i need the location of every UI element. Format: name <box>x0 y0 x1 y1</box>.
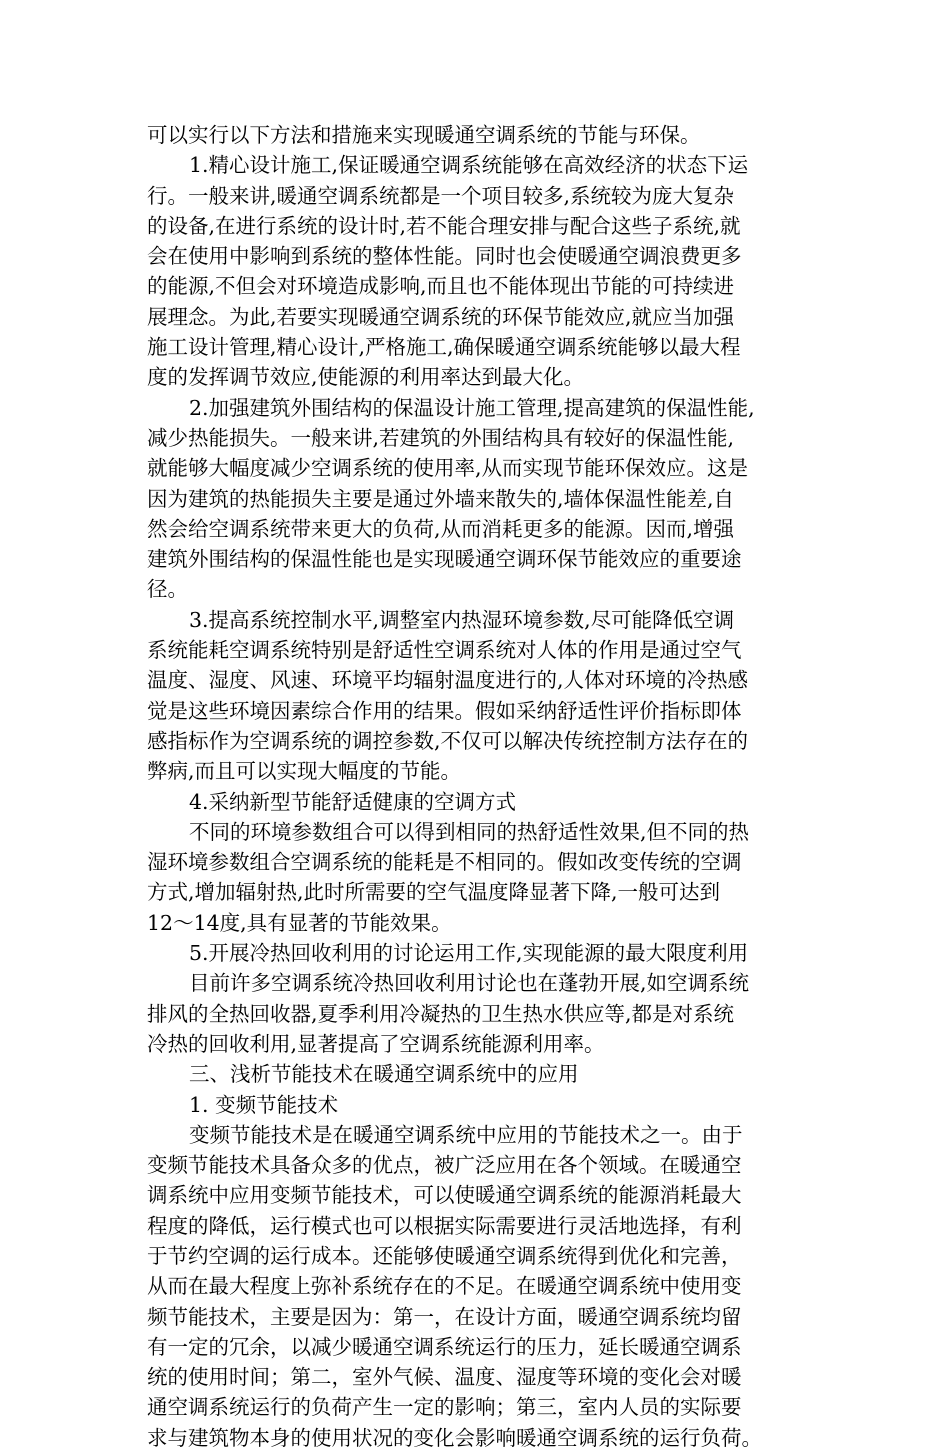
text-line: 变频节能技术是在暖通空调系统中应用的节能技术之一。由于 <box>189 1122 743 1147</box>
text-line: 可以实行以下方法和措施来实现暖通空调系统的节能与环保。 <box>147 123 701 147</box>
text-line: 径。 <box>147 577 188 602</box>
text-line: 程度的降低，运行模式也可以根据实际需要进行灵活地选择，有利 <box>147 1213 742 1238</box>
text-line: 不同的环境参数组合可以得到相同的热舒适性效果,但不同的热 <box>189 819 750 844</box>
text-line: 然会给空调系统带来更大的负荷,从而消耗更多的能源。因而,增强 <box>147 516 735 541</box>
text-line: 施工设计管理,精心设计,严格施工,确保暖通空调系统能够以最大程 <box>147 335 741 360</box>
text-line: 4.采纳新型节能舒适健康的空调方式 <box>189 789 517 814</box>
text-line: 度的发挥调节效应,使能源的利用率达到最大化。 <box>147 365 585 390</box>
text-line: 会在使用中影响到系统的整体性能。同时也会使暖通空调浪费更多 <box>147 244 742 269</box>
text-line: 3.提高系统控制水平,调整室内热湿环境参数,尽可能降低空调 <box>189 607 735 632</box>
text-line: 12～14度,具有显著的节能效果。 <box>147 910 452 935</box>
text-line: 5.开展冷热回收利用的讨论运用工作,实现能源的最大限度利用 <box>189 941 749 966</box>
text-line: 的设备,在进行系统的设计时,若不能合理安排与配合这些子系统,就 <box>147 213 741 238</box>
text-line: 系统能耗空调系统特别是舒适性空调系统对人体的作用是通过空气 <box>147 638 742 663</box>
text-line: 1. 变频节能技术 <box>189 1092 339 1117</box>
text-line: 湿环境参数组合空调系统的能耗是不相同的。假如改变传统的空调 <box>147 850 742 875</box>
text-line: 变频节能技术具备众多的优点，被广泛应用在各个领域。在暖通空 <box>147 1153 742 1178</box>
text-line: 从而在最大程度上弥补系统存在的不足。在暖通空调系统中使用变 <box>147 1274 742 1299</box>
text-line: 方式,增加辐射热,此时所需要的空气温度降显著下降,一般可达到 <box>147 880 721 905</box>
text-line: 排风的全热回收器,夏季利用冷凝热的卫生热水供应等,都是对系统 <box>147 1001 735 1026</box>
text-line: 建筑外围结构的保温性能也是实现暖通空调环保节能效应的重要途 <box>147 547 742 572</box>
text-line: 2.加强建筑外围结构的保温设计施工管理,提高建筑的保温性能, <box>189 395 755 420</box>
text-line: 弊病,而且可以实现大幅度的节能。 <box>147 759 462 784</box>
text-line: 1.精心设计施工,保证暖通空调系统能够在高效经济的状态下运 <box>189 153 749 178</box>
text-line: 温度、湿度、风速、环境平均辐射温度进行的,人体对环境的冷热感 <box>147 668 749 693</box>
text-line: 目前许多空调系统冷热回收利用讨论也在蓬勃开展,如空调系统 <box>189 971 750 996</box>
text-line: 减少热能损失。一般来讲,若建筑的外围结构具有较好的保温性能, <box>147 425 735 450</box>
text-line: 展理念。为此,若要实现暖通空调系统的环保节能效应,就应当加强 <box>147 304 735 329</box>
text-line: 有一定的冗余，以减少暖通空调系统运行的压力，延长暖通空调系 <box>147 1334 742 1359</box>
text-line: 求与建筑物本身的使用状况的变化会影响暖通空调系统的运行负荷。 <box>147 1425 762 1450</box>
text-line: 感指标作为空调系统的调控参数,不仅可以解决传统控制方法存在的 <box>147 728 749 753</box>
text-line: 统的使用时间；第二，室外气候、温度、湿度等环境的变化会对暖 <box>147 1365 742 1390</box>
text-line: 觉是这些环境因素综合作用的结果。假如采纳舒适性评价指标即体 <box>147 698 742 723</box>
text-line: 频节能技术，主要是因为：第一，在设计方面，暖通空调系统均留 <box>147 1304 742 1329</box>
text-line: 三、浅析节能技术在暖通空调系统中的应用 <box>189 1062 579 1087</box>
text-line: 行。一般来讲,暖通空调系统都是一个项目较多,系统较为庞大复杂 <box>147 183 735 208</box>
text-line: 通空调系统运行的负荷产生一定的影响；第三，室内人员的实际要 <box>147 1395 742 1420</box>
text-line: 因为建筑的热能损失主要是通过外墙来散失的,墙体保温性能差,自 <box>147 486 735 511</box>
text-line: 冷热的回收利用,显著提高了空调系统能源利用率。 <box>147 1031 605 1056</box>
text-line: 于节约空调的运行成本。还能够使暖通空调系统得到优化和完善， <box>147 1243 742 1268</box>
text-line: 就能够大幅度减少空调系统的使用率,从而实现节能环保效应。这是 <box>147 456 749 481</box>
text-line: 调系统中应用变频节能技术，可以使暖通空调系统的能源消耗最大 <box>147 1183 742 1208</box>
document-body <box>147 120 807 1453</box>
text-line: 的能源,不但会对环境造成影响,而且也不能体现出节能的可持续进 <box>147 274 735 299</box>
